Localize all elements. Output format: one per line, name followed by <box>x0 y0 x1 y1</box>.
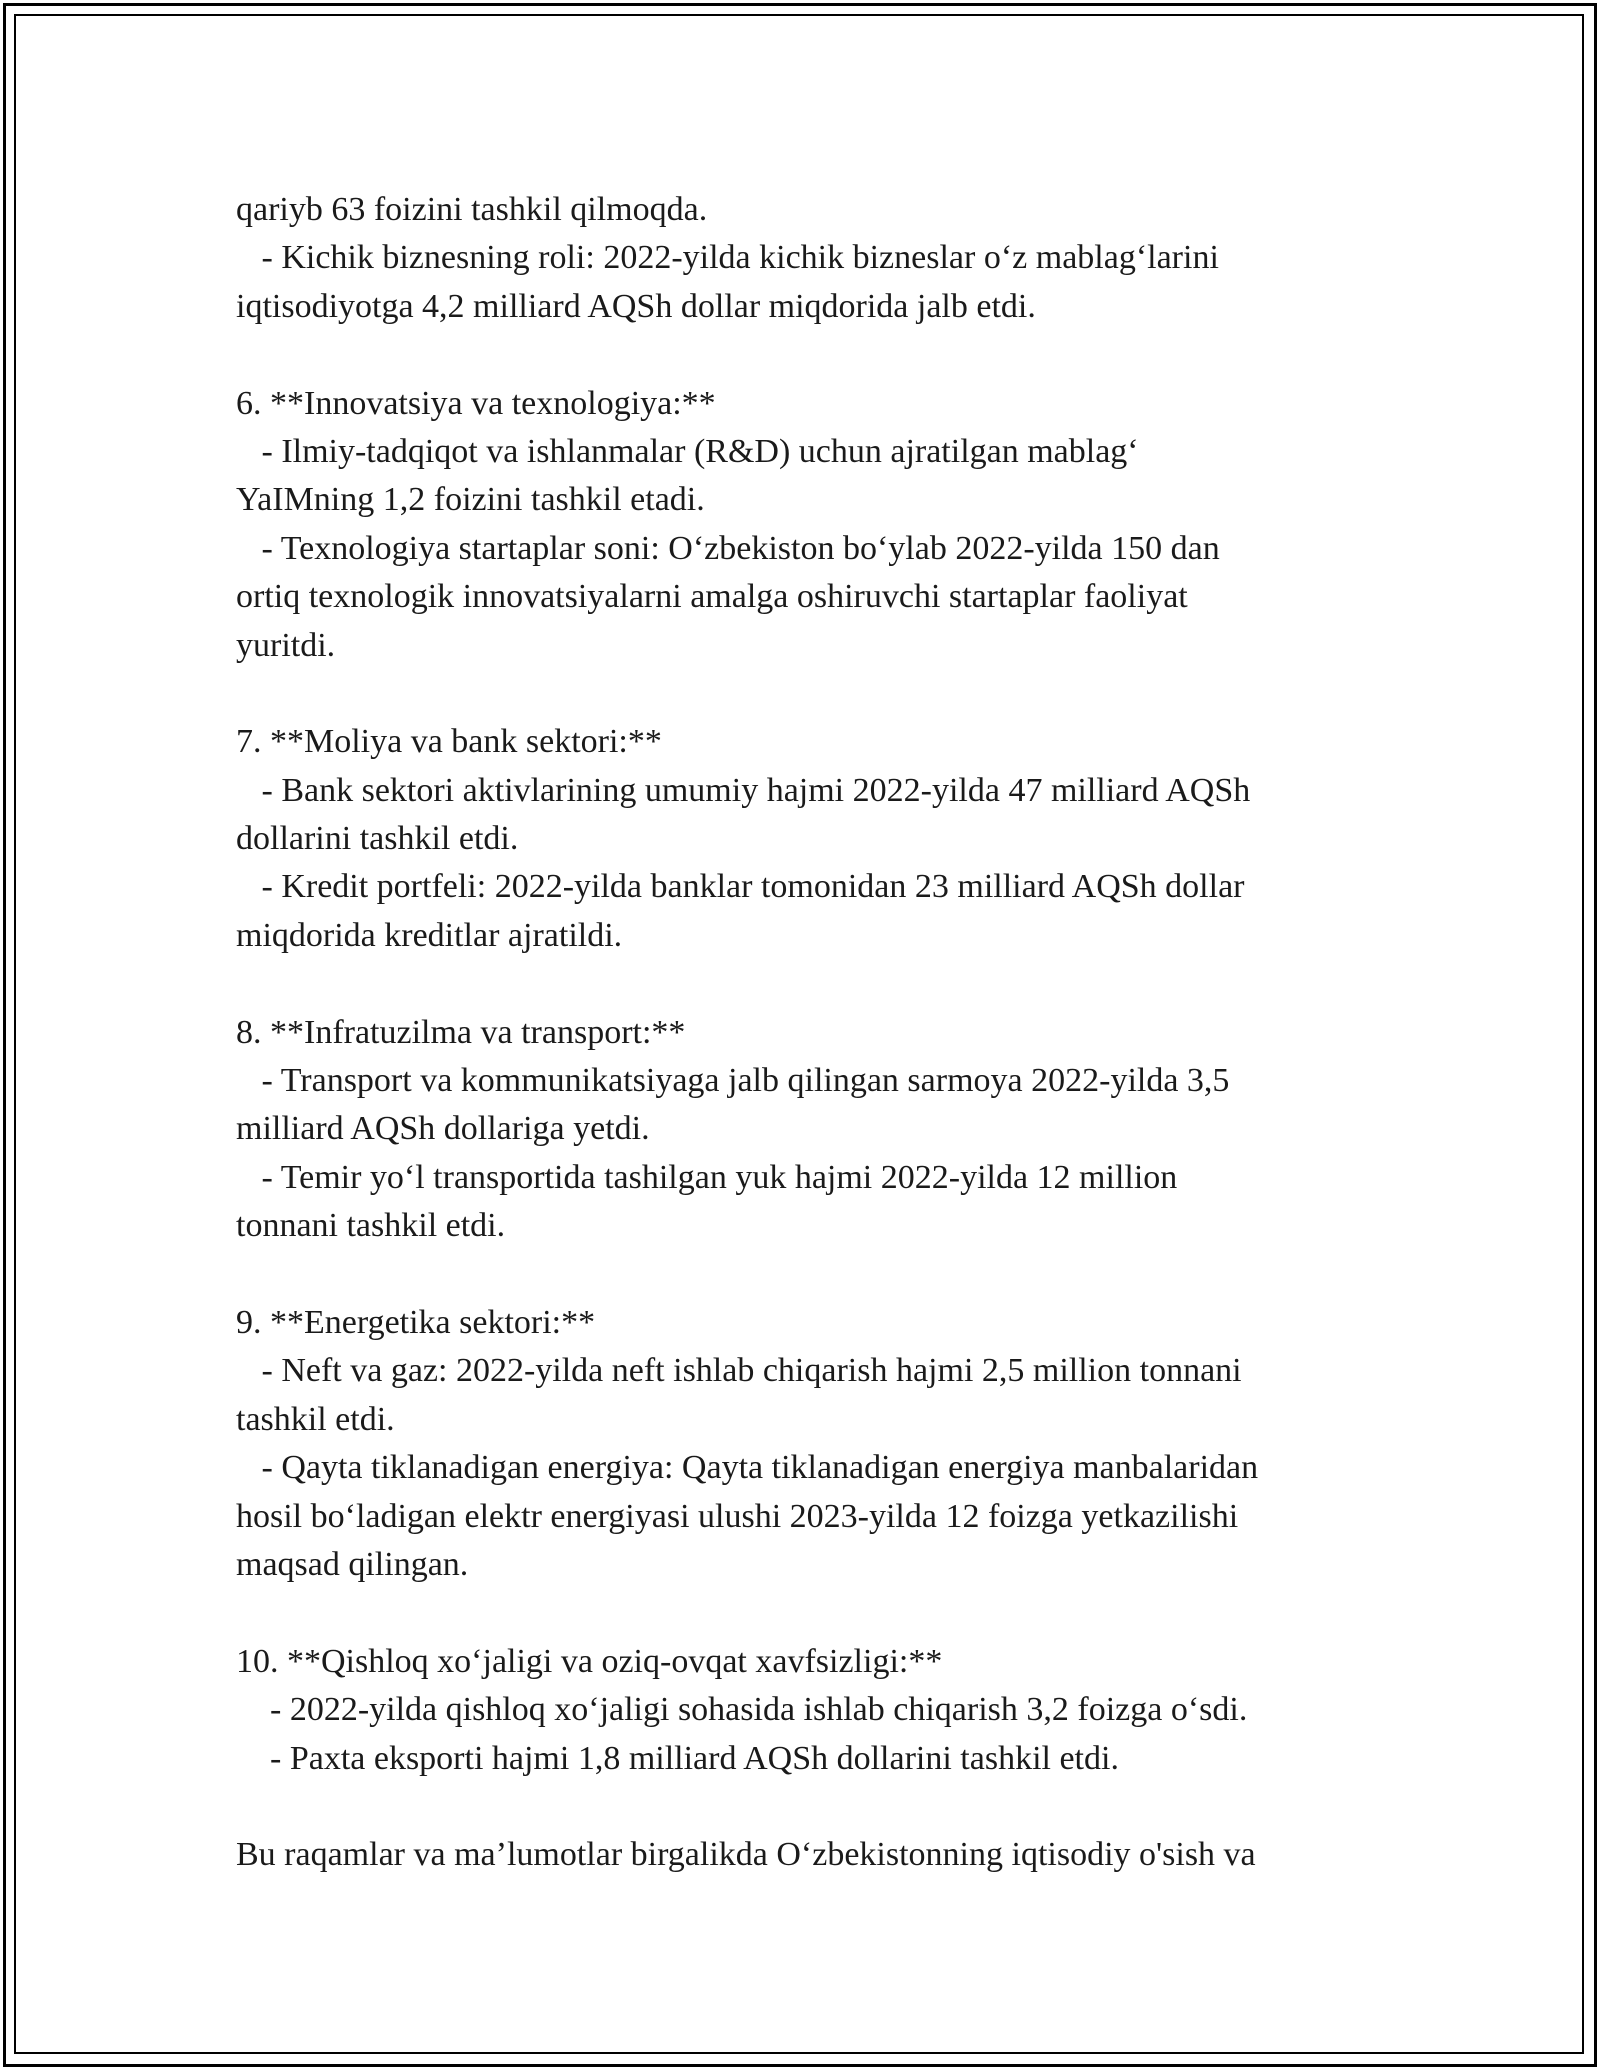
text-line: - Neft va gaz: 2022-yilda neft ishlab chiqarish hajmi 2,5 million tonnani <box>236 1352 1242 1390</box>
text-line: milliard AQSh dollariga yetdi. <box>236 1110 650 1148</box>
text-line: - Transport va kommunikatsiyaga jalb qilingan sarmoya 2022-yilda 3,5 <box>236 1062 1230 1100</box>
text-line: - Ilmiy-tadqiqot va ishlanmalar (R&D) uchun ajratilgan mablag‘ <box>236 432 1139 470</box>
paragraph-gap <box>236 960 1366 1008</box>
text-line: - Temir yo‘l transportida tashilgan yuk hajmi 2022-yilda 12 million <box>236 1158 1178 1196</box>
text-line: - Texnologiya startaplar soni: O‘zbekiston bo‘ylab 2022-yilda 150 dan <box>236 529 1220 567</box>
paragraph-gap <box>236 331 1366 379</box>
text-line: - Bank sektori aktivlarining umumiy hajmi 2022-yilda 47 milliard AQSh <box>236 771 1251 809</box>
text-line: 7. **Moliya va bank sektori:** <box>236 723 662 761</box>
text-line: hosil bo‘ladigan elektr energiyasi ulushi 2023-yilda 12 foizga yetkazilishi <box>236 1497 1239 1535</box>
text-line: YaIMning 1,2 foizini tashkil etadi. <box>236 481 705 519</box>
text-line: ortiq texnologik innovatsiyalarni amalga oshiruvchi startaplar faoliyat <box>236 578 1188 616</box>
text-line: - Qayta tiklanadigan energiya: Qayta tiklanadigan energiya manbalaridan <box>236 1449 1259 1487</box>
text-line: - Kichik biznesning roli: 2022-yilda kichik bizneslar o‘z mablag‘larini <box>236 239 1219 277</box>
text-line: miqdorida kreditlar ajratildi. <box>236 916 623 954</box>
paragraph-gap <box>236 670 1366 718</box>
paragraph-gap <box>236 1783 1366 1831</box>
text-line: qariyb 63 foizini tashkil qilmoqda. <box>236 191 708 228</box>
paragraph-gap <box>236 1589 1366 1637</box>
text-line: 8. **Infratuzilma va transport:** <box>236 1013 686 1051</box>
text-line: tonnani tashkil etdi. <box>236 1207 506 1245</box>
text-line: tashkil etdi. <box>236 1400 395 1438</box>
text-line: 10. **Qishloq xo‘jaligi va oziq-ovqat xavfsizligi:** <box>236 1642 943 1680</box>
text-line: - 2022-yilda qishloq xo‘jaligi sohasida ishlab chiqarish 3,2 foizga o‘sdi. <box>236 1691 1248 1729</box>
paragraph-gap <box>236 1251 1366 1299</box>
text-line: dollarini tashkil etdi. <box>236 820 519 858</box>
text-line: 6. **Innovatsiya va texnologiya:** <box>236 384 716 422</box>
text-line: iqtisodiyotga 4,2 milliard AQSh dollar miqdorida jalb etdi. <box>236 287 1036 325</box>
text-line: Bu raqamlar va ma’lumotlar birgalikda O‘zbekistonning iqtisodiy o'sish va <box>236 1836 1256 1874</box>
text-line: 9. **Energetika sektori:** <box>236 1303 596 1341</box>
text-line: - Kredit portfeli: 2022-yilda banklar tomonidan 23 milliard AQSh dollar <box>236 868 1245 906</box>
text-line: maqsad qilingan. <box>236 1545 469 1583</box>
document-body <box>236 186 1366 1880</box>
text-line: yuritdi. <box>236 626 336 664</box>
text-line: - Paxta eksporti hajmi 1,8 milliard AQSh dollarini tashkil etdi. <box>236 1739 1119 1777</box>
